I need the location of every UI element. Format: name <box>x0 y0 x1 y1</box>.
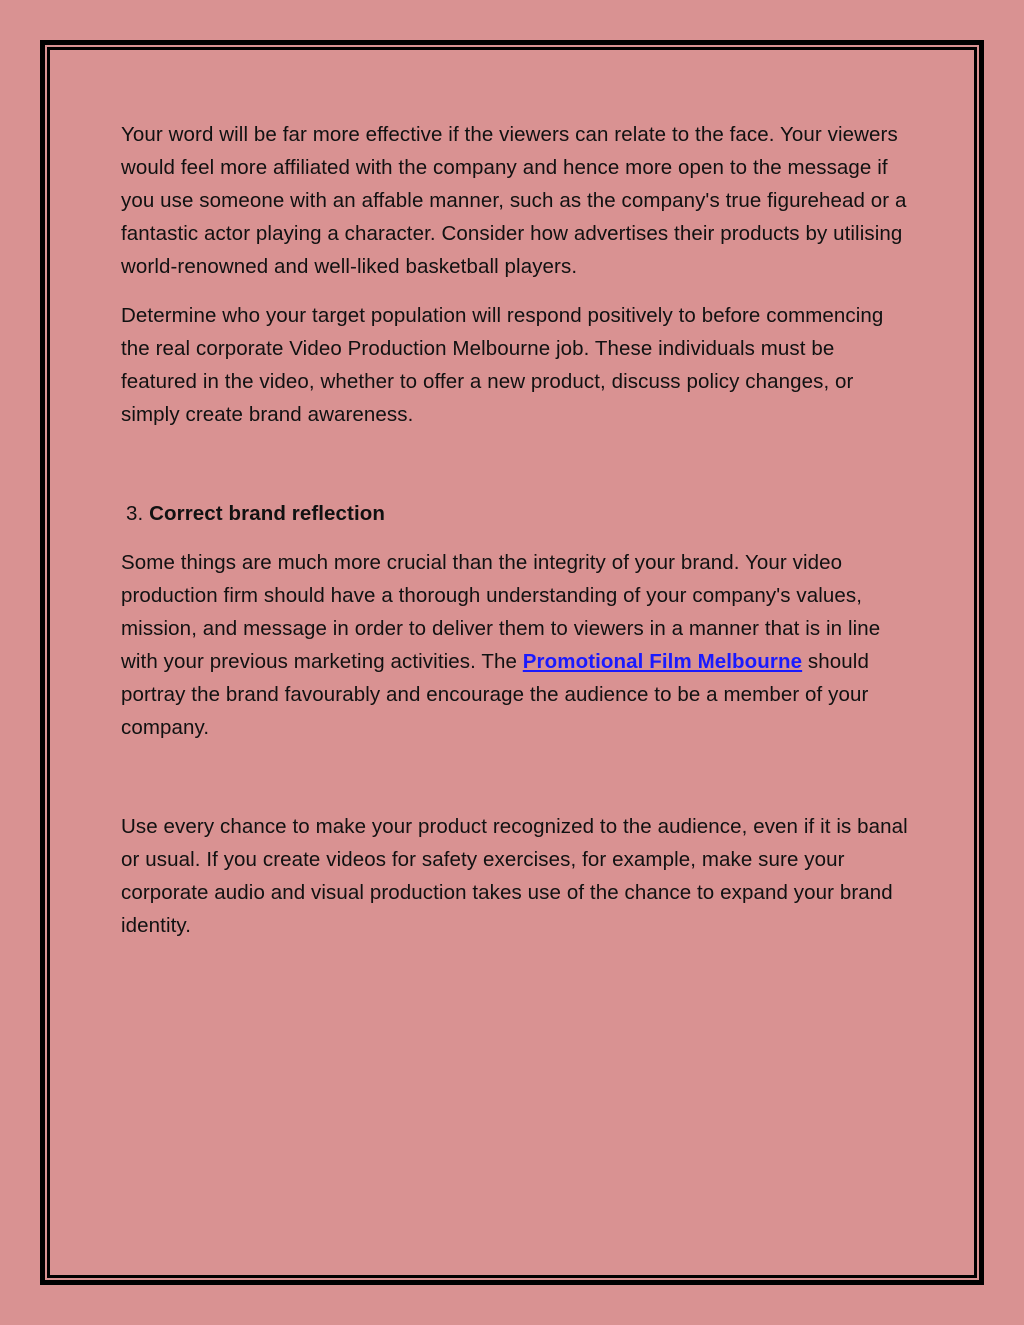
paragraph-text-after-link: should portray the brand favourably and encourage the audience to be a member of your company. <box>121 650 869 739</box>
paragraph-every-chance: Use every chance to make your product recognized to the audience, even if it is banal or usual. If you create videos for safety exercises, for example, make sure your corporate audio and visual production takes use of the chance to expand your brand identity. <box>121 815 908 937</box>
paragraph-text-before-link: Some things are much more crucial than the integrity of your brand. Your video production firm should have a thorough understanding of your company's values, mission, and message in order to deliver them to viewers in a manner that is in line with your previous marketing activities. The <box>121 551 881 673</box>
paragraph-brand-integrity <box>121 546 911 744</box>
paragraph-target-population: Determine who your target population will respond positively to before commencing the real corporate Video Production Melbourne job. These individuals must be featured in the video, whether to offer a new product, discuss policy changes, or simply create brand awareness. <box>121 304 884 426</box>
section-heading <box>121 497 911 530</box>
paragraph-relatable-face: Your word will be far more effective if the viewers can relate to the face. Your viewers would feel more affiliated with the company and hence more open to the message if you use someone with an affable manner, such as the company's true figurehead or a fantastic actor playing a character. Consider how advertises their products by utilising world-renowned and well-liked basketball players. <box>121 123 907 278</box>
document-body <box>121 118 911 942</box>
promotional-film-link[interactable]: Promotional Film Melbourne <box>522 650 803 673</box>
section-number: 3. <box>126 502 144 525</box>
section-title: Correct brand reflection <box>149 502 386 525</box>
